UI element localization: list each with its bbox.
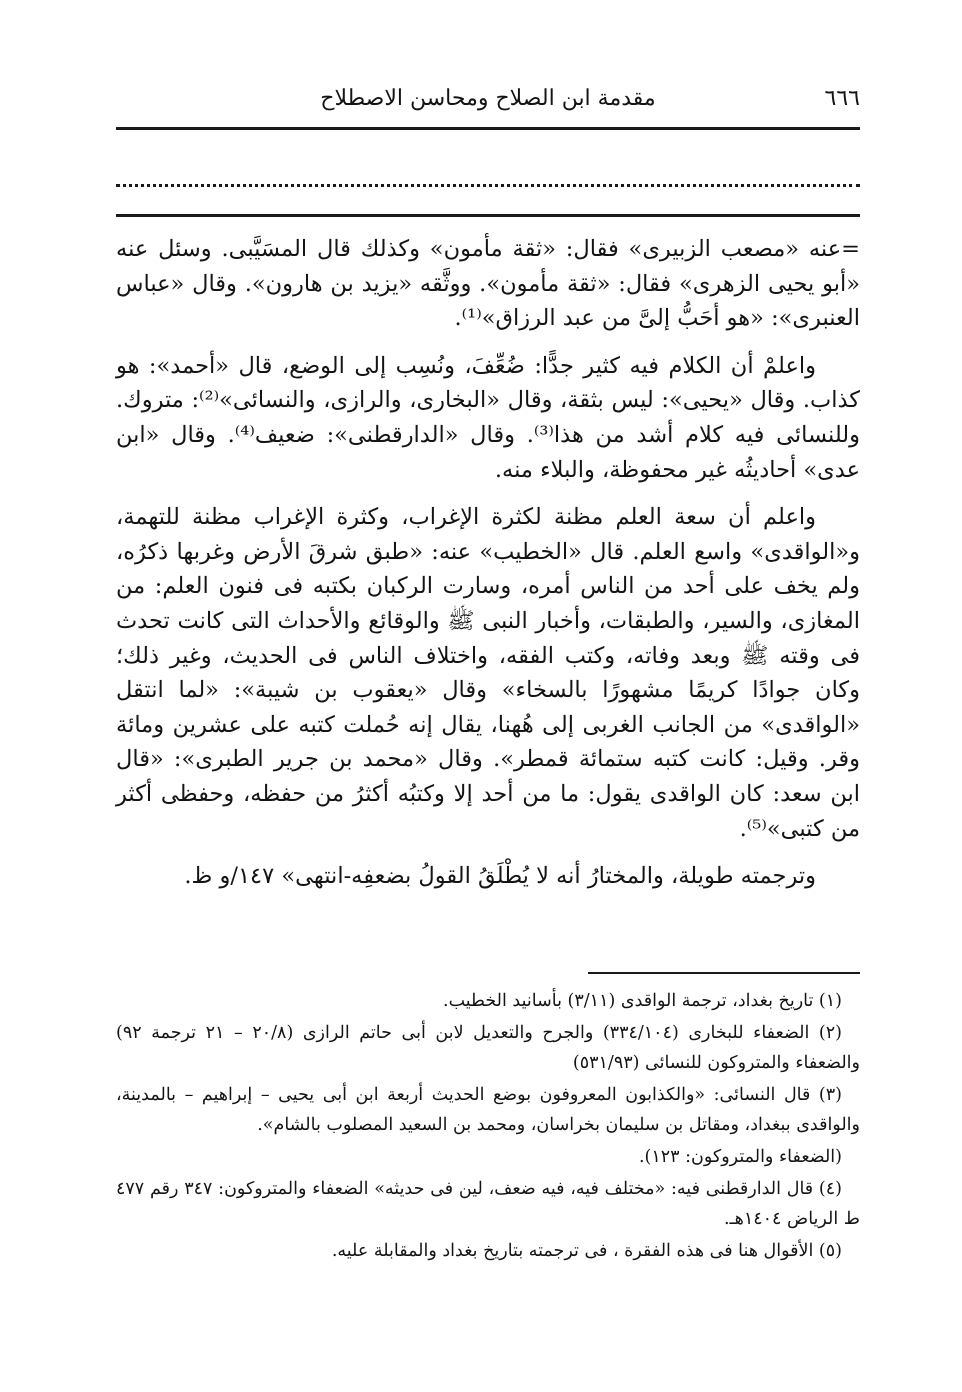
footnote: (١) تاريخ بغداد، ترجمة الواقدى (٣/١١) بأسانيد الخطيب. (443, 991, 842, 1011)
footnote: (٣) قال النسائى: «والكذابون المعروفون بوضع الحديث أربعة ابن أبى يحيى – إبراهيم – بالمدينة، والواقدى ببغداد، ومقاتل بن سليمان بخراسان، ومحمد بن السعيد المصلوب بالشام». (116, 1085, 860, 1135)
footnote-rule (588, 972, 860, 974)
paragraph: واعلمْ أن الكلام فيه كثير جدًّا: ضُعِّفَ، ونُسِب إلى الوضع، قال «أحمد»: هو كذاب. وقال «يحيى»: ليس بثقة، وقال «البخارى، والرازى، والنسائى»⁽²⁾: متروك. وللنسائى فيه كلام أشد من هذا⁽³⁾. وقال «الدارقطنى»: ضعيف⁽⁴⁾. وقال «ابن عدى» أحاديثُه غير محفوظة، والبلاء منه. (116, 352, 861, 483)
page-number: ٦٦٦ (824, 86, 860, 111)
footnote: (الضعفاء والمتروكون: ١٢٣). (638, 1147, 842, 1167)
dotted-separator (116, 164, 860, 187)
paragraph: وترجمته طويلة، والمختارُ أنه لا يُطْلَقُ القولُ بضعفِه-انتهى» ١٤٧/و ظ. (184, 863, 816, 890)
running-header (116, 82, 860, 122)
footnotes (116, 986, 860, 1266)
footnote: (٥) الأقوال هنا فى هذه الفقرة ، فى ترجمته بتاريخ بغداد والمقابلة عليه. (331, 1241, 842, 1261)
footnote: (٤) قال الدارقطنى فيه: «مختلف فيه، فيه ضعف، لين فى حديثه» الضعفاء والمتروكون: ٣٤٧ رقم ٤٧٧ ط الرياض ١٤٠٤هـ. (116, 1179, 860, 1229)
section-rule (116, 214, 860, 217)
main-text (116, 232, 860, 894)
paragraph: =عنه «مصعب الزبيرى» فقال: «ثقة مأمون» وكذلك قال المسَيَّبى. وسئل عنه «أبو يحيى الزهرى» فقال: «ثقة مأمون». ووثَّقه «يزيد بن هارون». وقال «عباس العنبرى»: «هو أحَبُّ إلىَّ من عبد الرزاق»⁽¹⁾. (116, 236, 860, 332)
paragraph: واعلم أن سعة العلم مظنة لكثرة الإغراب، وكثرة الإغراب مظنة للتهمة، و«الواقدى» واسع العلم. قال «الخطيب» عنه: «طبق شرقَ الأرض وغربها ذكرُه، ولم يخف على أحد من الناس أمره، وسارت الركبان بكتبه فى فنون العلم: من المغازى، والسير، والطبقات، وأخبار النبى ﷺ والوقائع والأحداث التى كانت تحدث فى وقته ﷺ وبعد وفاته، وكتب الفقه، واختلاف الناس فى الحديث، وغير ذلك؛ وكان جوادًا كريمًا مشهورًا بالسخاء» وقال «يعقوب بن شيبة»: «لما انتقل «الواقدى» من الجانب الغربى إلى هُهنا، يقال إنه حُملت كتبه على عشرين ومائة وقر. وقيل: كانت كتبه ستمائة قمطر». وقال «محمد بن جرير الطبرى»: «قال ابن سعد: كان الواقدى يقول: ما من أحد إلا وكتبُه أكثرُ من حفظه، وحفظى أكثر من كتبى»⁽⁵⁾. (116, 504, 860, 842)
footnote: (٢) الضعفاء للبخارى (٣٣٤/١٠٤) والجرح والتعديل لابن أبى حاتم الرازى (٢٠/٨ – ٢١ ترجمة ٩٢) والضعفاء والمتروكون للنسائى (٥٣١/٩٣) (116, 1023, 860, 1073)
running-title: مقدمة ابن الصلاح ومحاسن الاصطلاح (320, 86, 656, 111)
header-rule (116, 127, 860, 130)
